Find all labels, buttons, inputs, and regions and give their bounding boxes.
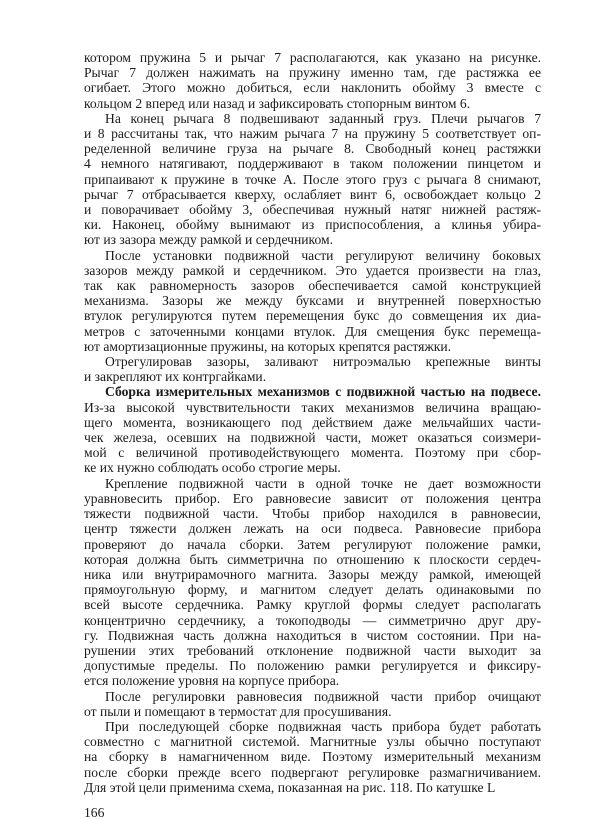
text-line: которая должна быть симметрична по отношению к плоскости сердеч- [84,551,541,567]
page-number: 166 [84,804,105,820]
text-line: ки. Наконец, обойму вынимают из приспособления, а клинья убира- [84,217,541,233]
text-line: на сборку в намагниченном виде. Поэтому измерительный механизм [84,749,541,765]
text-line: щего момента, возникающего под действием даже мельчайших части- [84,414,541,430]
text-line: припаивают к пружине в точке A. После этого груз с рычага 8 снимают, [84,171,541,187]
paragraph [84,476,541,689]
text-line: После установки подвижной части регулируют величину боковых [105,247,541,263]
text-line: ке их нужно соблюдать особо строгие меры. [84,460,341,476]
text-line: ют из зазора между рамкой и сердечником. [84,232,334,248]
text-line: Рычаг 7 должен нажимать на пружину именно там, где растяжка ее [84,65,541,81]
text-line: мой с величиной противодействующего момента. Поэтому при сбор- [84,445,541,461]
text-line: после сборки прежде всего подвергают регулировке размагничиванием. [84,764,541,780]
paragraph [84,111,541,248]
text-line: совместно с магнитной системой. Магнитные узлы обычно поступают [84,734,541,750]
section-heading: Сборка измерительных механизмов с подвижной частью на подвесе. [105,384,541,400]
text-line: втулок регулируются путем перемещения букс до совмещения их диа- [84,308,541,324]
text-line: ется положение уровня на корпусе прибора. [84,673,340,689]
text-line: ника или внутрирамочного магнита. Зазоры между рамкой, имеющей [84,566,541,582]
text-line: проверяют до начала сборки. Затем регулируют положение рамки, [84,536,541,552]
text-line: центр тяжести должен лежать на оси подвеса. Равновесие прибора [84,521,541,537]
text-line: так как равномерность зазоров обеспечивается самой конструкцией [84,278,541,294]
paragraph [84,689,541,719]
text-line: гу. Подвижная часть должна находиться в чистом состоянии. При на- [84,627,541,643]
page-body [84,50,541,820]
text-line: Из-за высокой чувствительности таких механизмов величина вращаю- [84,399,541,415]
text-line: котором пружина 5 и рычаг 7 располагаются, как указано на рисунке. [84,50,541,65]
paragraph [84,354,541,384]
paragraph [84,384,541,475]
text-line: Крепление подвижной части в одной точке не дает возможности [105,475,541,491]
text-line: метров с заточенными концами втулок. Для смещения букс перемеща- [84,323,541,339]
text-line: кольцом 2 вперед или назад и зафиксировать стопорным винтом 6. [84,95,471,111]
text-line: После регулировки равновесия подвижной части прибор очищают [105,688,541,704]
text-line: всей высоте сердечника. Рамку круглой формы следует располагать [84,597,541,613]
text-body [84,50,541,795]
text-line: рушении этих требований отклонение подвижной части выходит за [84,642,541,658]
text-line: зазоров между рамкой и сердечником. Это удается произвести на глаз, [84,262,541,278]
text-line: Для этой цели применима схема, показанная на рис. 118. По катушке L [84,779,496,795]
text-line: тяжести подвижной части. Чтобы прибор находился в равновесии, [84,506,541,522]
text-line: Отрегулировав зазоры, заливают нитроэмалью крепежные винты [105,354,541,370]
text-line: рычаг 7 отбрасывается кверху, ослабляет винт 6, освобождает кольцо 2 [84,186,541,202]
text-line: чек железа, осевших на подвижной части, может оказаться соизмери- [84,430,541,446]
text-line: При последующей сборке подвижная часть прибора будет работать [105,718,541,734]
text-line: от пыли и помещают в термостат для просушивания. [84,703,392,719]
text-line: прямоугольную форму, и магнитом следует делать одинаковыми по [84,582,541,598]
text-line: ют амортизационные пружины, на которых крепятся растяжки. [84,338,452,354]
paragraph [84,248,541,354]
text-line: и 8 рассчитаны так, что нажим рычага 7 на пружину 5 соответствует оп- [84,126,541,142]
text-line: ределенной величине груза на рычаге 8. Свободный конец растяжки [84,141,541,157]
text-line: допустимые пределы. По положению рамки регулируется и фиксиру- [84,658,541,674]
text-line: уравновесить прибор. Его равновесие зависит от положения центра [84,490,541,506]
text-line: 4 немного натягивают, поддерживают в таком положении пинцетом и [84,156,541,172]
text-line: и закрепляют их контргайками. [84,369,267,385]
text-line: На конец рычага 8 подвешивают заданный груз. Плечи рычагов 7 [105,110,541,126]
text-line: механизма. Зазоры же между буксами и внутренней поверхностью [84,293,541,309]
paragraph [84,50,541,111]
text-line: и поворачивает обойму 3, обеспечивая нужный натяг нижней растяж- [84,202,541,218]
text-line: концентрично сердечнику, а токоподводы — симметрично друг дру- [84,612,541,628]
paragraph [84,719,541,795]
text-line: огибает. Этого можно добиться, если наклонить обойму 3 вместе с [84,80,541,96]
